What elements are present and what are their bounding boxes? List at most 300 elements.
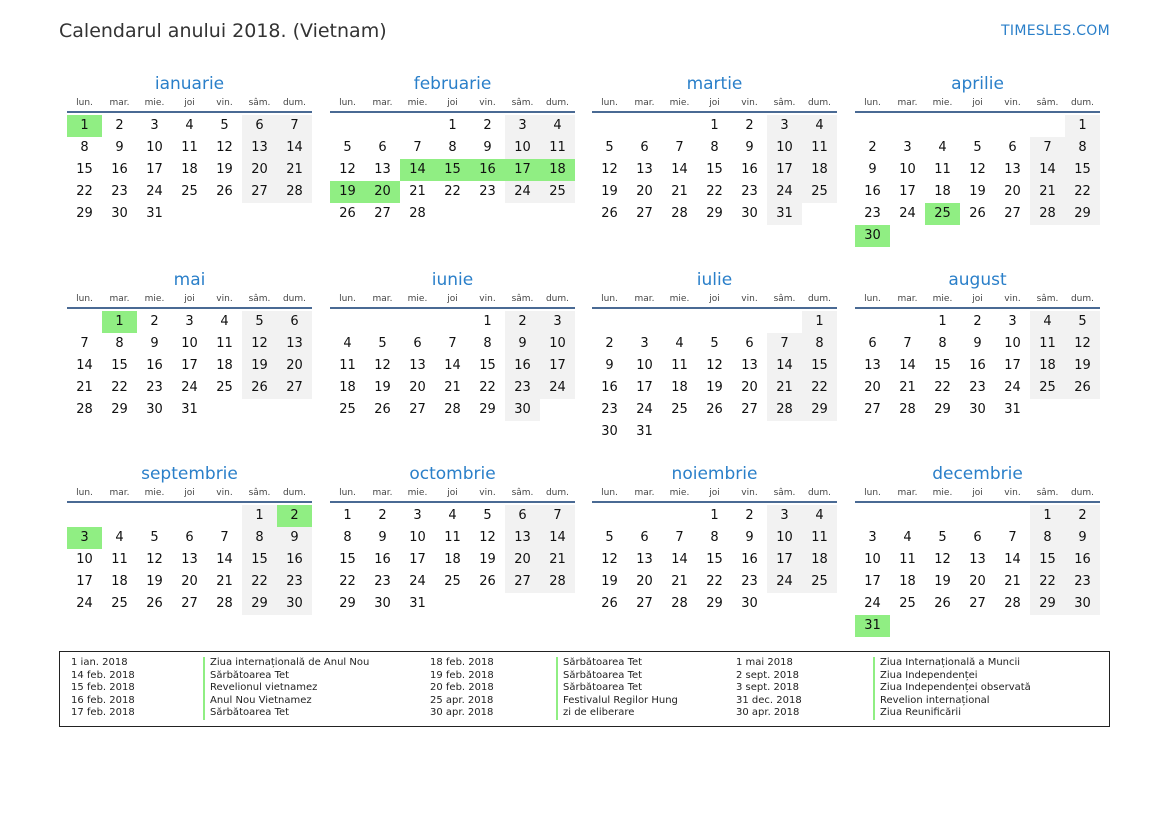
month-octombrie: [330, 464, 575, 615]
day-cell: 31: [409, 596, 426, 611]
day-cell: 14: [767, 355, 802, 377]
day-cell: 23: [1065, 571, 1100, 593]
day-cell: 2: [378, 508, 387, 523]
day-cell: 31: [181, 402, 198, 417]
day-cell: 7: [1008, 530, 1017, 545]
day-cell: 28: [671, 596, 688, 611]
day-cell: 22: [444, 184, 461, 199]
empty-cell: [995, 115, 1030, 137]
day-cell: 8: [1065, 137, 1100, 159]
day-cell: 2: [115, 118, 124, 133]
day-cell: 20: [409, 380, 426, 395]
day-cell: 15: [339, 552, 356, 567]
weekday-label: vin.: [479, 294, 496, 304]
day-cell: 20: [242, 159, 277, 181]
weekday-label: lun.: [76, 294, 93, 304]
day-cell: 29: [934, 402, 951, 417]
day-cell: 13: [409, 358, 426, 373]
weekday-label: dum.: [1070, 488, 1095, 498]
weekday-label: mie.: [144, 488, 165, 498]
day-cell: 20: [505, 549, 540, 571]
day-cell: 9: [745, 530, 754, 545]
day-cell: 10: [899, 162, 916, 177]
weekday-label: dum.: [545, 98, 570, 108]
day-cell: 7: [413, 140, 422, 155]
day-cell: 22: [339, 574, 356, 589]
day-cell: 23: [741, 184, 758, 199]
legend-date: 2 sept. 2018: [736, 669, 799, 681]
day-cell: 20: [365, 181, 400, 203]
day-cell: 21: [671, 574, 688, 589]
day-cell: 1: [710, 508, 719, 523]
month-name: martie: [686, 74, 743, 94]
day-cell: 11: [181, 140, 198, 155]
day-cell: 16: [374, 552, 391, 567]
day-cell: 23: [479, 184, 496, 199]
day-grid: [592, 115, 837, 225]
day-cell: 15: [479, 358, 496, 373]
day-cell: 23: [111, 184, 128, 199]
day-cell: 4: [540, 115, 575, 137]
day-cell: 9: [378, 530, 387, 545]
month-name: februarie: [413, 74, 492, 94]
month-august: [855, 270, 1100, 421]
day-cell: 9: [605, 358, 614, 373]
day-cell: 12: [601, 162, 618, 177]
month-aprilie: [855, 74, 1100, 247]
day-cell: 17: [767, 159, 802, 181]
day-cell: 22: [479, 380, 496, 395]
day-cell: 27: [181, 596, 198, 611]
empty-cell: [207, 505, 242, 527]
day-cell: 27: [1004, 206, 1021, 221]
day-cell: 30: [855, 225, 890, 247]
weekday-label: mar.: [372, 488, 393, 498]
day-cell: 20: [969, 574, 986, 589]
weekday-header: [67, 486, 312, 503]
day-cell: 3: [767, 505, 802, 527]
day-cell: 12: [601, 552, 618, 567]
day-cell: 18: [339, 380, 356, 395]
day-cell: 13: [969, 552, 986, 567]
weekday-label: dum.: [807, 294, 832, 304]
day-cell: 18: [111, 574, 128, 589]
day-cell: 25: [216, 380, 233, 395]
day-cell: 28: [1030, 203, 1065, 225]
day-cell: 13: [636, 162, 653, 177]
weekday-label: mie.: [407, 98, 428, 108]
weekday-label: dum.: [282, 294, 307, 304]
weekday-label: mar.: [897, 294, 918, 304]
empty-cell: [890, 115, 925, 137]
day-cell: 27: [969, 596, 986, 611]
day-cell: 5: [605, 530, 614, 545]
empty-cell: [330, 311, 365, 333]
weekday-label: dum.: [807, 488, 832, 498]
day-cell: 21: [444, 380, 461, 395]
empty-cell: [102, 505, 137, 527]
day-cell: 6: [745, 336, 754, 351]
day-cell: 10: [636, 358, 653, 373]
weekday-header: [592, 96, 837, 113]
day-cell: 29: [1065, 203, 1100, 225]
weekday-header: [330, 96, 575, 113]
day-cell: 30: [1065, 593, 1100, 615]
weekday-label: vin.: [216, 488, 233, 498]
day-cell: 28: [216, 596, 233, 611]
day-cell: 10: [146, 140, 163, 155]
day-cell: 20: [864, 380, 881, 395]
day-cell: 1: [102, 311, 137, 333]
day-cell: 4: [448, 508, 457, 523]
day-cell: 24: [636, 402, 653, 417]
month-iunie: [330, 270, 575, 421]
day-cell: 24: [767, 571, 802, 593]
empty-cell: [172, 505, 207, 527]
day-cell: 22: [1065, 181, 1100, 203]
day-cell: 8: [483, 336, 492, 351]
month-name: ianuarie: [154, 74, 225, 94]
day-cell: 12: [706, 358, 723, 373]
day-cell: 6: [868, 336, 877, 351]
legend-holiday-name: Sărbătoarea Tet: [556, 682, 642, 695]
month-name: aprilie: [951, 74, 1004, 94]
day-cell: 9: [277, 527, 312, 549]
legend-holiday-name: Ziua Reunificării: [873, 707, 961, 720]
day-cell: 13: [242, 137, 277, 159]
day-cell: 19: [934, 574, 951, 589]
day-cell: 29: [479, 402, 496, 417]
day-cell: 26: [374, 402, 391, 417]
day-cell: 30: [277, 593, 312, 615]
day-cell: 6: [242, 115, 277, 137]
day-cell: 10: [76, 552, 93, 567]
empty-cell: [855, 115, 890, 137]
weekday-header: [855, 292, 1100, 309]
day-cell: 17: [409, 552, 426, 567]
month-mai: [67, 270, 312, 421]
day-cell: 19: [374, 380, 391, 395]
day-cell: 1: [710, 118, 719, 133]
weekday-label: lun.: [864, 294, 881, 304]
day-cell: 13: [277, 333, 312, 355]
weekday-label: mie.: [932, 98, 953, 108]
legend-holiday-name: Festivalul Regilor Hung: [556, 695, 678, 708]
day-cell: 25: [181, 184, 198, 199]
legend-date: 17 feb. 2018: [71, 707, 135, 718]
day-cell: 28: [540, 571, 575, 593]
day-cell: 21: [76, 380, 93, 395]
day-cell: 14: [444, 358, 461, 373]
day-cell: 16: [146, 358, 163, 373]
weekday-label: sâm.: [511, 98, 534, 108]
weekday-label: mar.: [109, 488, 130, 498]
day-cell: 11: [111, 552, 128, 567]
day-cell: 19: [146, 574, 163, 589]
day-cell: 29: [802, 399, 837, 421]
day-cell: 8: [343, 530, 352, 545]
day-cell: 5: [242, 311, 277, 333]
legend-holiday-name: Ziua Internațională a Muncii: [873, 657, 1020, 670]
day-cell: 12: [216, 140, 233, 155]
month-septembrie: [67, 464, 312, 615]
day-cell: 8: [802, 333, 837, 355]
weekday-label: joi: [709, 294, 720, 304]
weekday-label: sâm.: [1036, 98, 1059, 108]
weekday-label: mie.: [669, 98, 690, 108]
day-cell: 15: [111, 358, 128, 373]
weekday-label: sâm.: [248, 98, 271, 108]
day-cell: 31: [146, 206, 163, 221]
day-cell: 4: [903, 530, 912, 545]
day-cell: 15: [242, 549, 277, 571]
day-cell: 1: [242, 505, 277, 527]
weekday-label: dum.: [282, 98, 307, 108]
day-cell: 29: [706, 206, 723, 221]
empty-cell: [330, 115, 365, 137]
weekday-label: lun.: [339, 294, 356, 304]
weekday-label: joi: [972, 294, 983, 304]
day-cell: 15: [934, 358, 951, 373]
day-cell: 31: [1004, 402, 1021, 417]
empty-cell: [890, 311, 925, 333]
day-cell: 11: [802, 137, 837, 159]
day-cell: 30: [741, 596, 758, 611]
day-cell: 27: [242, 181, 277, 203]
day-cell: 27: [409, 402, 426, 417]
day-cell: 18: [216, 358, 233, 373]
day-cell: 9: [973, 336, 982, 351]
weekday-label: sâm.: [511, 488, 534, 498]
day-cell: 18: [802, 159, 837, 181]
day-cell: 23: [277, 571, 312, 593]
legend-date: 1 mai 2018: [736, 657, 793, 668]
month-name: iulie: [696, 270, 733, 290]
day-cell: 18: [181, 162, 198, 177]
day-cell: 23: [864, 206, 881, 221]
day-cell: 5: [150, 530, 159, 545]
day-grid: [855, 115, 1100, 247]
weekday-label: dum.: [1070, 294, 1095, 304]
day-cell: 24: [409, 574, 426, 589]
day-cell: 21: [409, 184, 426, 199]
empty-cell: [592, 505, 627, 527]
weekday-label: joi: [184, 294, 195, 304]
weekday-header: [855, 486, 1100, 503]
empty-cell: [767, 311, 802, 333]
empty-cell: [960, 505, 995, 527]
day-cell: 28: [671, 206, 688, 221]
day-cell: 7: [1030, 137, 1065, 159]
day-cell: 10: [181, 336, 198, 351]
day-grid: [855, 505, 1100, 637]
day-cell: 4: [220, 314, 229, 329]
day-cell: 14: [671, 552, 688, 567]
day-cell: 14: [1030, 159, 1065, 181]
day-cell: 16: [470, 159, 505, 181]
weekday-label: vin.: [741, 488, 758, 498]
day-cell: 2: [973, 314, 982, 329]
day-cell: 1: [448, 118, 457, 133]
day-cell: 11: [899, 552, 916, 567]
day-cell: 12: [242, 333, 277, 355]
day-cell: 23: [969, 380, 986, 395]
weekday-label: sâm.: [773, 488, 796, 498]
weekday-header: [67, 292, 312, 309]
day-cell: 3: [413, 508, 422, 523]
day-cell: 3: [505, 115, 540, 137]
day-cell: 6: [378, 140, 387, 155]
day-cell: 28: [76, 402, 93, 417]
day-cell: 8: [115, 336, 124, 351]
day-cell: 30: [146, 402, 163, 417]
weekday-label: lun.: [339, 488, 356, 498]
empty-cell: [627, 505, 662, 527]
day-cell: 14: [277, 137, 312, 159]
month-name: august: [948, 270, 1007, 290]
day-cell: 14: [671, 162, 688, 177]
day-cell: 14: [400, 159, 435, 181]
empty-cell: [960, 115, 995, 137]
weekday-label: lun.: [339, 98, 356, 108]
day-cell: 21: [767, 377, 802, 399]
day-cell: 10: [409, 530, 426, 545]
day-cell: 23: [505, 377, 540, 399]
day-cell: 6: [1008, 140, 1017, 155]
day-cell: 20: [636, 184, 653, 199]
day-cell: 30: [601, 424, 618, 439]
day-grid: [67, 311, 312, 421]
day-cell: 8: [710, 140, 719, 155]
day-cell: 31: [767, 203, 802, 225]
day-cell: 1: [343, 508, 352, 523]
weekday-label: mie.: [932, 294, 953, 304]
day-cell: 2: [605, 336, 614, 351]
day-cell: 8: [242, 527, 277, 549]
day-cell: 5: [973, 140, 982, 155]
weekday-label: dum.: [807, 98, 832, 108]
day-cell: 26: [706, 402, 723, 417]
day-cell: 3: [868, 530, 877, 545]
weekday-label: sâm.: [511, 294, 534, 304]
day-cell: 30: [505, 399, 540, 421]
day-cell: 3: [903, 140, 912, 155]
day-cell: 28: [899, 402, 916, 417]
day-cell: 2: [505, 311, 540, 333]
day-cell: 21: [216, 574, 233, 589]
day-cell: 13: [864, 358, 881, 373]
weekday-label: mar.: [109, 294, 130, 304]
day-cell: 26: [969, 206, 986, 221]
day-cell: 1: [1030, 505, 1065, 527]
day-cell: 16: [601, 380, 618, 395]
day-cell: 20: [1004, 184, 1021, 199]
empty-cell: [627, 311, 662, 333]
weekday-label: dum.: [1070, 98, 1095, 108]
day-cell: 4: [802, 505, 837, 527]
empty-cell: [137, 505, 172, 527]
day-cell: 24: [899, 206, 916, 221]
weekday-label: mar.: [897, 98, 918, 108]
weekday-label: mie.: [669, 294, 690, 304]
weekday-header: [330, 486, 575, 503]
day-cell: 25: [925, 203, 960, 225]
day-cell: 27: [864, 402, 881, 417]
day-cell: 6: [640, 140, 649, 155]
legend-date: 19 feb. 2018: [430, 669, 494, 681]
day-cell: 2: [868, 140, 877, 155]
empty-cell: [67, 311, 102, 333]
day-cell: 12: [339, 162, 356, 177]
day-cell: 20: [277, 355, 312, 377]
day-cell: 23: [374, 574, 391, 589]
day-cell: 24: [146, 184, 163, 199]
weekday-label: mie.: [407, 294, 428, 304]
legend-holiday-name: Ziua Independenței: [873, 670, 978, 683]
day-cell: 9: [150, 336, 159, 351]
weekday-label: vin.: [216, 98, 233, 108]
weekday-label: sâm.: [773, 294, 796, 304]
legend-holiday-name: Sărbătoarea Tet: [556, 670, 642, 683]
empty-cell: [592, 311, 627, 333]
day-cell: 25: [540, 181, 575, 203]
weekday-label: lun.: [864, 488, 881, 498]
day-cell: 28: [444, 402, 461, 417]
day-cell: 12: [969, 162, 986, 177]
day-cell: 14: [76, 358, 93, 373]
weekday-header: [855, 96, 1100, 113]
day-cell: 6: [413, 336, 422, 351]
weekday-label: lun.: [76, 98, 93, 108]
empty-cell: [67, 505, 102, 527]
day-cell: 14: [1004, 552, 1021, 567]
day-cell: 5: [483, 508, 492, 523]
day-cell: 7: [675, 530, 684, 545]
brand-link[interactable]: TIMESLES.COM: [1001, 23, 1110, 39]
day-cell: 29: [339, 596, 356, 611]
day-cell: 25: [339, 402, 356, 417]
day-cell: 6: [640, 530, 649, 545]
weekday-label: mie.: [144, 98, 165, 108]
day-cell: 11: [671, 358, 688, 373]
empty-cell: [592, 115, 627, 137]
month-decembrie: [855, 464, 1100, 637]
weekday-label: sâm.: [1036, 294, 1059, 304]
legend-holiday-name: Sărbătoarea Tet: [556, 657, 642, 670]
day-cell: 2: [483, 118, 492, 133]
weekday-label: joi: [709, 98, 720, 108]
empty-cell: [662, 311, 697, 333]
weekday-label: mar.: [634, 488, 655, 498]
legend-date: 18 feb. 2018: [430, 657, 494, 668]
day-cell: 4: [802, 115, 837, 137]
day-cell: 2: [1065, 505, 1100, 527]
day-cell: 27: [374, 206, 391, 221]
day-cell: 19: [706, 380, 723, 395]
weekday-label: vin.: [741, 98, 758, 108]
day-cell: 19: [601, 574, 618, 589]
day-cell: 28: [1004, 596, 1021, 611]
day-cell: 27: [636, 206, 653, 221]
day-cell: 15: [706, 162, 723, 177]
weekday-label: vin.: [1004, 98, 1021, 108]
weekday-label: sâm.: [248, 488, 271, 498]
weekday-label: mar.: [634, 98, 655, 108]
day-cell: 19: [330, 181, 365, 203]
day-cell: 17: [505, 159, 540, 181]
legend-date: 30 apr. 2018: [430, 707, 494, 718]
weekday-label: vin.: [479, 488, 496, 498]
